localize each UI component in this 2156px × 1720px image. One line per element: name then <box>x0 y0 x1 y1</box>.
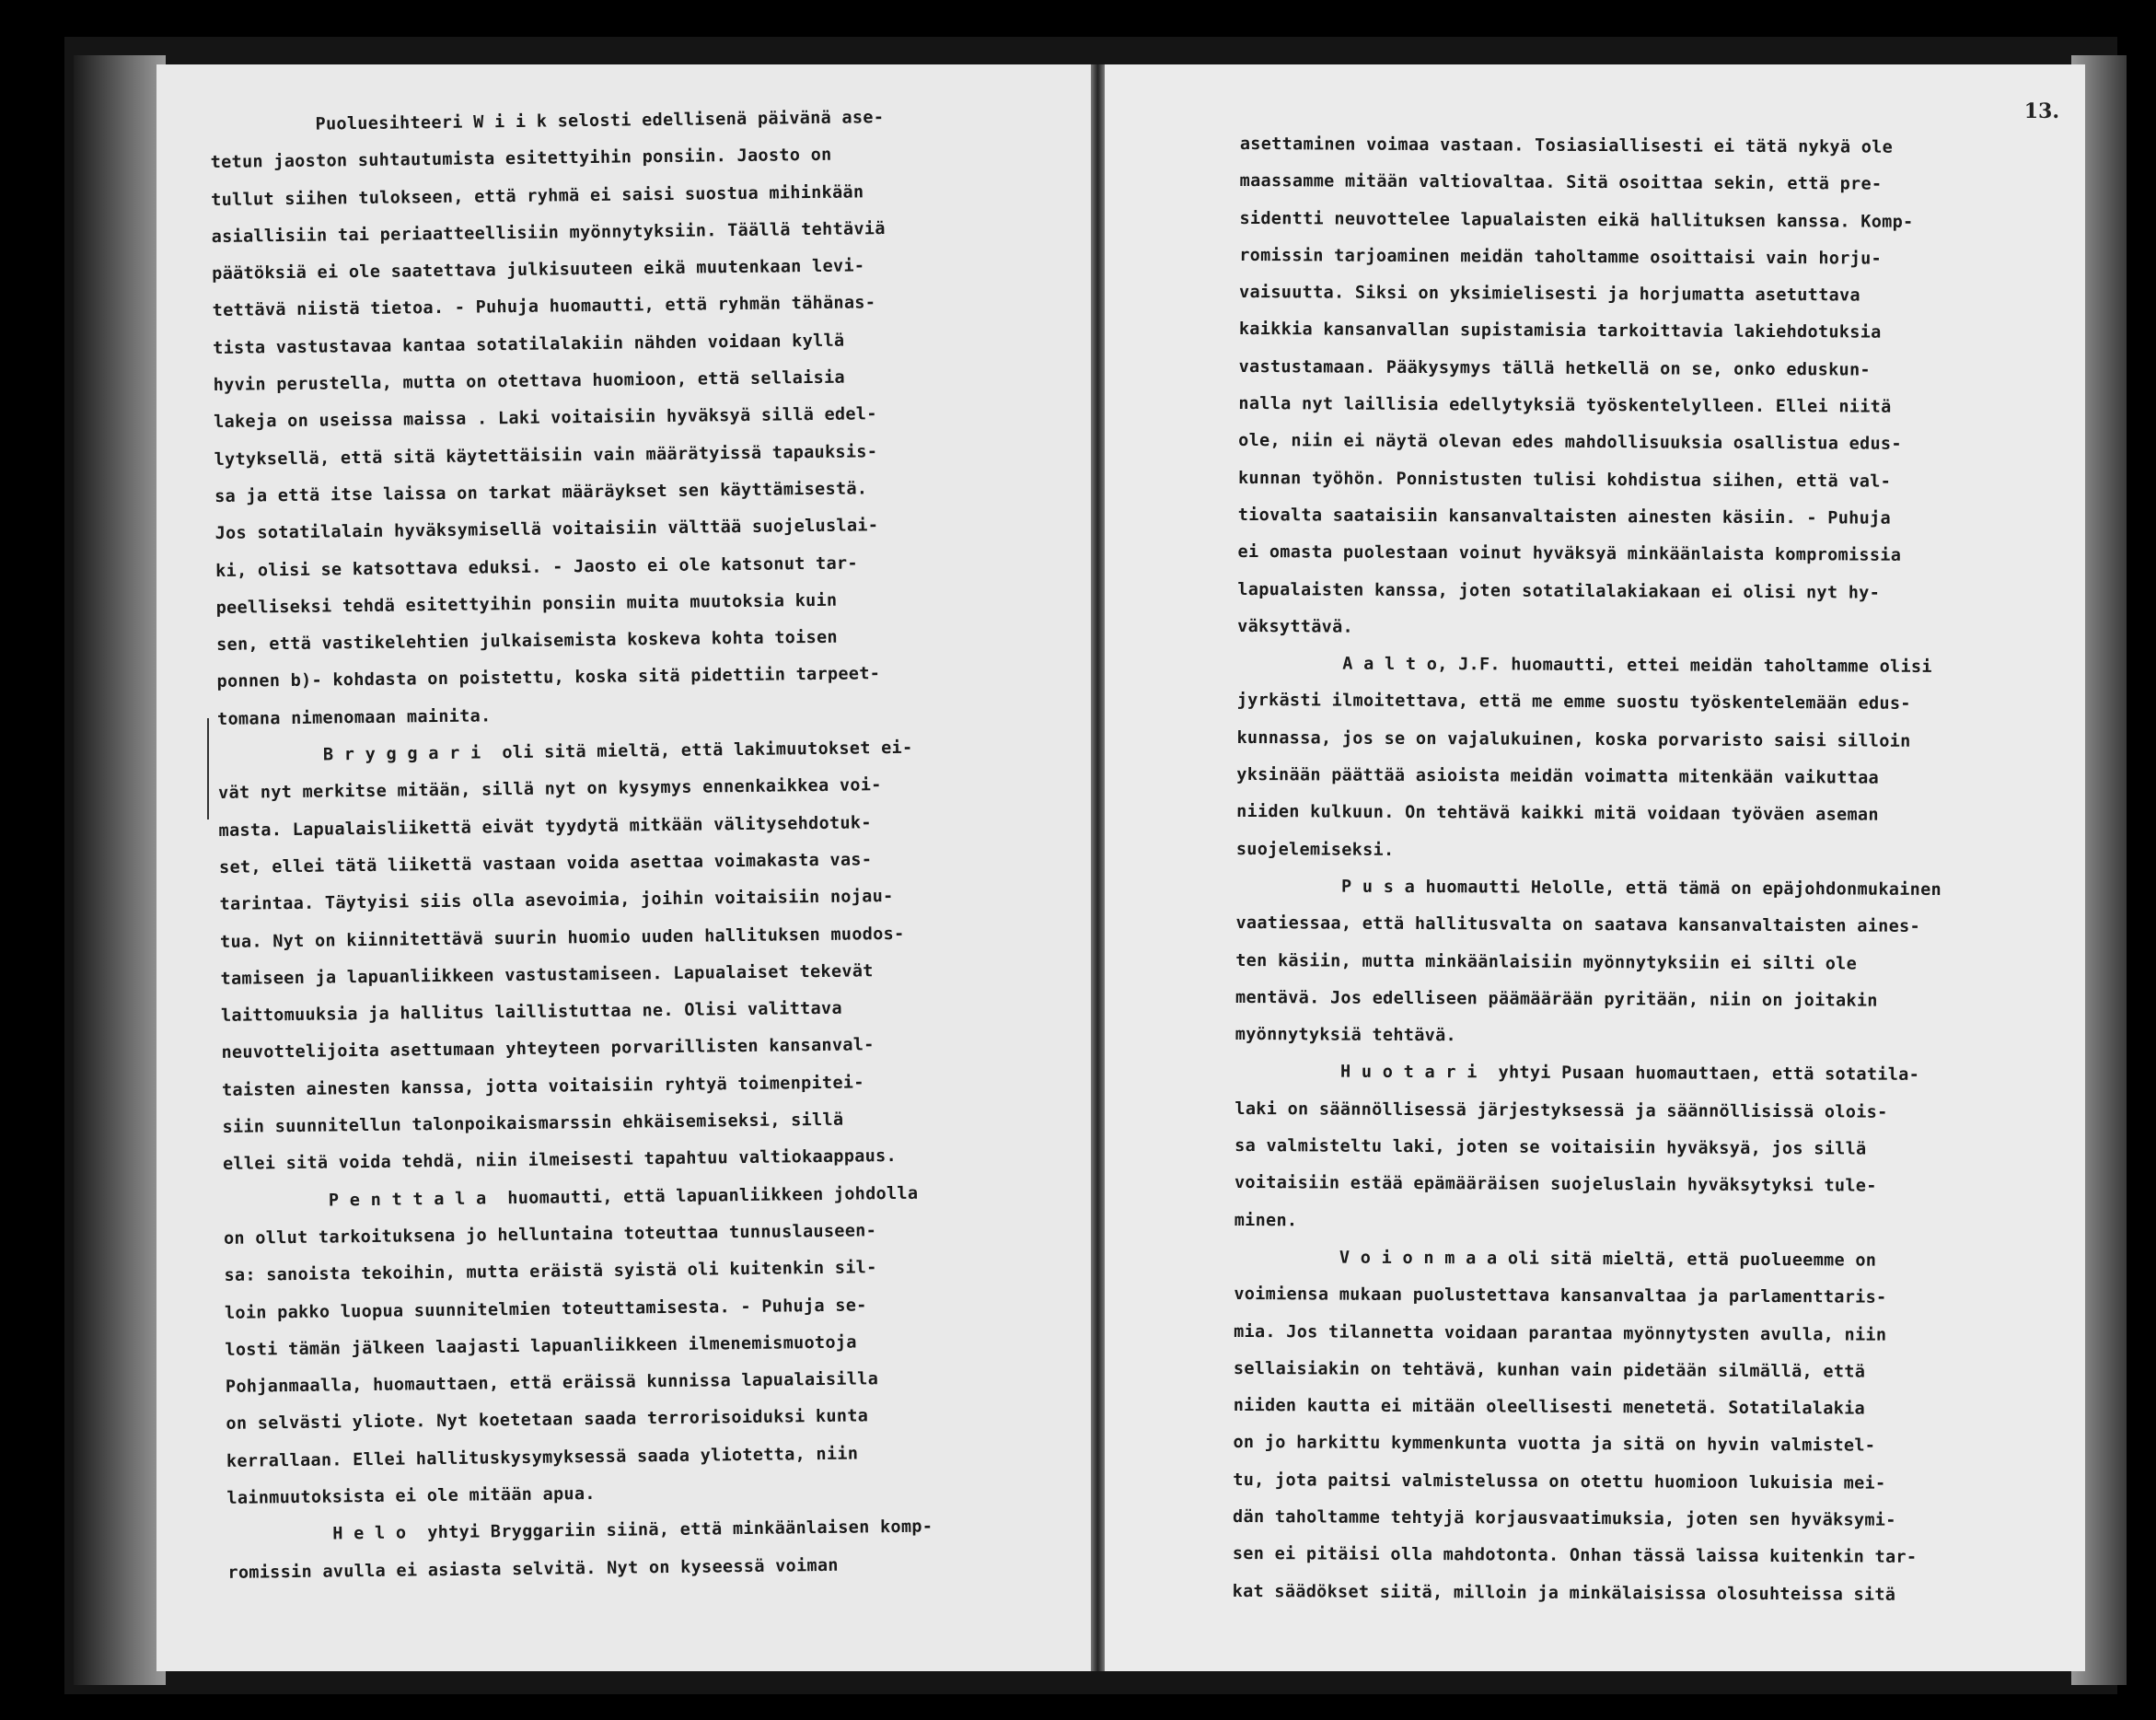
right_page-line: kunnan työhön. Ponnistusten tulisi kohdistua siihen, että val- <box>1237 468 1892 492</box>
left_page-line: asiallisiin tai periaatteellisiin myönnytyksiin. Täällä tehtäviä <box>211 218 886 247</box>
left-page <box>156 64 1091 1671</box>
left_page-line: lytyksellä, että sitä käytettäisiin vain määrätyissä tapauksis- <box>214 441 878 470</box>
right_page-line: vaisuutta. Siksi on yksimielisesti ja horjumatta asetuttava <box>1238 283 1860 306</box>
right_page-line: A a l t o, J.F. huomautti, ettei meidän taholtamme olisi <box>1236 654 1932 678</box>
left_page-line: sa ja että itse laissa on tarkat määräykset sen käyttämisestä. <box>214 479 868 506</box>
left-page-stack <box>74 55 166 1685</box>
margin-mark <box>207 718 209 819</box>
right_page-line: myönnytyksiä tehtävä. <box>1234 1025 1457 1046</box>
right_page-line: sellaisiakin on tehtävä, kunhan vain pidetään silmällä, että <box>1233 1358 1866 1382</box>
right_page-line: kunnassa, jos se on vajalukuinen, koska porvaristo saisi silloin <box>1236 727 1911 751</box>
right_page-line: sidentti neuvottelee lapualaisten eikä hallituksen kanssa. Komp- <box>1239 208 1914 232</box>
left_page-line: tarintaa. Täytyisi siis olla asevoimia, joihin voitaisiin nojau- <box>219 887 894 915</box>
right_page-line: ole, niin ei näytä olevan edes mahdollisuuksia osallistua edus- <box>1238 431 1902 455</box>
left_page-line: on selvästi yliote. Nyt koetetaan saada terrorisoiduksi kunta <box>226 1406 869 1435</box>
left_page-line: romissin avulla ei asiasta selvitä. Nyt on kyseessä voiman <box>227 1555 839 1583</box>
right_page-line: voitaisiin estää epämääräisen suojeluslain hyväksytyksi tule- <box>1234 1173 1877 1196</box>
left_page-line: lainmuutoksista ei ole mitään apua. <box>226 1483 596 1508</box>
left_page-line: Puoluesihteeri W i i k selosti edellisenä päivänä ase- <box>210 108 885 135</box>
right_page-line: ei omasta puolestaan voinut hyväksyä minkäänlaista kompromissia <box>1237 542 1902 566</box>
right_page-line: mentävä. Jos edelliseen päämäärään pyritään, niin on joitakin <box>1234 987 1878 1011</box>
left_page-line: taisten ainesten kanssa, jotta voitaisiin ryhtyä toimenpitei- <box>221 1073 864 1100</box>
right_page-line: tiovalta saataisiin kansanvaltaisten ainesten käsiin. - Puhuja <box>1237 505 1891 529</box>
left_page-line: sa: sanoista tekoihin, mutta eräistä syistä oli kuitenkin sil- <box>224 1258 877 1286</box>
right_page-line: niiden kulkuun. On tehtävä kaikki mitä voidaan työväen aseman <box>1236 802 1879 825</box>
left_page-line: Jos sotatilalain hyväksymisellä voitaisiin välttää suojeluslai- <box>214 516 879 544</box>
right_page-line: laki on säännöllisessä järjestyksessä ja säännöllisissä olois- <box>1234 1098 1888 1122</box>
page-number: 13. <box>2023 99 2059 123</box>
left_page-line: siin suunnitellun talonpoikaismarssin ehkäisemiseksi, sillä <box>222 1110 844 1137</box>
left_page-line: H e l o yhtyi Bryggariin siinä, että minkäänlaisen komp- <box>226 1517 933 1546</box>
left_page-line: tamiseen ja lapuanliikkeen vastustamiseen. Lapualaiset tekevät <box>220 961 874 989</box>
right_page-line: niiden kautta ei mitään oleellisesti menetetä. Sotatilalakia <box>1233 1396 1866 1419</box>
right_page-line: lapualaisten kanssa, joten sotatilalakiakaan ei olisi nyt hy- <box>1237 579 1881 603</box>
right_page-line: H u o t a r i yhtyi Pusaan huomauttaen, että sotatila- <box>1234 1062 1920 1086</box>
right_page-line: ten käsiin, mutta minkäänlaisiin myönnytyksiin ei silti ole <box>1235 950 1858 974</box>
right_page-line: minen. <box>1234 1210 1298 1230</box>
left_page-line: tista vastustavaa kantaa sotatilalakiin nähden voidaan kyllä <box>213 331 845 358</box>
right_page-line: P u s a huomautti Helolle, että tämä on epäjohdonmukainen <box>1235 876 1942 900</box>
left_page-line: sen, että vastikelehtien julkaisemista koskeva kohta toisen <box>216 627 839 656</box>
right_page-line: jyrkästi ilmoitettava, että me emme suostu työskentelemään edus- <box>1236 691 1911 715</box>
left_page-line: tullut siihen tulokseen, että ryhmä ei saisi suostua mihinkään <box>211 181 864 210</box>
right_page-line: romissin tarjoaminen meidän taholtamme osoittaisi vain horju- <box>1239 245 1883 269</box>
left_page-line: tettävä niistä tietoa. - Puhuja huomautti, että ryhmän tähänas- <box>212 293 876 321</box>
right_page-line: mia. Jos tilannetta voidaan parantaa myönnytysten avulla, niin <box>1234 1321 1887 1345</box>
right_page-line: vaatiessaa, että hallitusvalta on saatava kansanvaltaisten aines- <box>1235 913 1920 937</box>
right_page-line: tu, jota paitsi valmistelussa on otettu huomioon lukuisia mei- <box>1233 1470 1886 1493</box>
right_page-line: nalla nyt laillisia edellytyksiä työskentelylleen. Ellei niitä <box>1238 394 1892 417</box>
left_page-line: kerrallaan. Ellei hallituskysymyksessä saada yliotetta, niin <box>226 1444 859 1471</box>
left_page-line: P e n t t a l a huomautti, että lapuanliikkeen johdolla <box>223 1183 919 1212</box>
right_page-line: kaikkia kansanvallan supistamisia tarkoittavia lakiehdotuksia <box>1238 320 1882 343</box>
left_page-line: peelliseksi tehdä esitettyihin ponsiin muita muutoksia kuin <box>215 590 838 618</box>
left_page-line: neuvottelijoita asettumaan yhteyteen porvarillisten kansanval- <box>221 1035 875 1063</box>
left_page-line: ponnen b)- kohdasta on poistettu, koska sitä pidettiin tarpeet- <box>216 664 881 692</box>
right_page-line: dän taholtamme tehtyjä korjausvaatimuksia, joten sen hyväksymi- <box>1233 1506 1896 1530</box>
right_page-line: väksyttävä. <box>1237 616 1354 637</box>
right_page-line: voimiensa mukaan puolustettava kansanvaltaa ja parlamenttaris- <box>1234 1284 1887 1307</box>
right_page-line: maassamme mitään valtiovaltaa. Sitä osoittaa sekin, että pre- <box>1239 171 1883 194</box>
left_page-line: set, ellei tätä liikettä vastaan voida asettaa voimakasta vas- <box>218 850 873 877</box>
left_page-line: masta. Lapualaisliikettä eivät tyydytä mitkään välitysehdotuk- <box>218 812 872 841</box>
left_page-line: ki, olisi se katsottava eduksi. - Jaosto ei ole katsonut tar- <box>215 553 858 581</box>
right_page-line: yksinään päättää asioista meidän voimatta mitenkään vaikuttaa <box>1236 765 1880 788</box>
left_page-line: vät nyt merkitse mitään, sillä nyt on kysymys ennenkaikkea voi- <box>217 775 882 804</box>
right-page-text <box>1233 126 1946 1614</box>
right_page-line: asettaminen voimaa vastaan. Tosiasiallisesti ei tätä nykyä ole <box>1239 134 1894 157</box>
left_page-line: B r y g g a r i oli sitä mieltä, että lakimuutokset ei- <box>217 738 913 766</box>
right_page-line: on jo harkittu kymmenkunta vuotta ja sitä on hyvin valmistel- <box>1233 1433 1876 1457</box>
left_page-line: loin pakko luopua suunnitelmien toteuttamisesta. - Puhuja se- <box>224 1295 867 1323</box>
left_page-line: lakeja on useissa maissa . Laki voitaisiin hyväksyä sillä edel- <box>214 404 877 433</box>
right_page-line: kat säädökset siitä, milloin ja minkälaisissa olosuhteissa sitä <box>1232 1581 1896 1605</box>
left_page-line: tomana nimenomaan mainita. <box>216 706 492 729</box>
left_page-line: laittomuuksia ja hallitus laillistuttaa ne. Olisi valittava <box>220 998 842 1027</box>
left-page-text <box>210 99 933 1592</box>
book-gutter <box>1091 64 1105 1671</box>
left_page-line: päätöksiä ei ole saatettava julkisuuteen eikä muutenkaan levi- <box>212 256 865 285</box>
left_page-line: hyvin perustella, mutta on otettava huomioon, että sellaisia <box>213 367 846 396</box>
left_page-line: tetun jaoston suhtautumista esitettyihin ponsiin. Jaosto on <box>210 145 832 173</box>
left_page-line: Pohjanmaalla, huomauttaen, että eräissä kunnissa lapualaisilla <box>225 1369 879 1397</box>
right-page <box>1105 64 2085 1671</box>
right_page-line: sen ei pitäisi olla mahdotonta. Onhan tässä laissa kuitenkin tar- <box>1232 1544 1918 1568</box>
left_page-line: tua. Nyt on kiinnitettävä suurin huomio uuden hallituksen muodos- <box>219 924 905 952</box>
right_page-line: sa valmisteltu laki, joten se voitaisiin hyväksyä, jos sillä <box>1234 1136 1867 1159</box>
left_page-line: losti tämän jälkeen laajasti lapuanliikkeen ilmenemismuotoja <box>225 1332 857 1360</box>
right_page-line: vastustamaan. Pääkysymys tällä hetkellä on se, onko eduskun- <box>1238 356 1871 380</box>
right_page-line: suojelemiseksi. <box>1235 839 1395 860</box>
left_page-line: on ollut tarkoituksena jo helluntaina toteuttaa tunnuslauseen- <box>223 1221 877 1249</box>
left_page-line: ellei sitä voida tehdä, niin ilmeisesti tapahtuu valtiokaappaus. <box>222 1146 898 1175</box>
right_page-line: V o i o n m a a oli sitä mieltä, että puolueemme on <box>1234 1247 1877 1271</box>
